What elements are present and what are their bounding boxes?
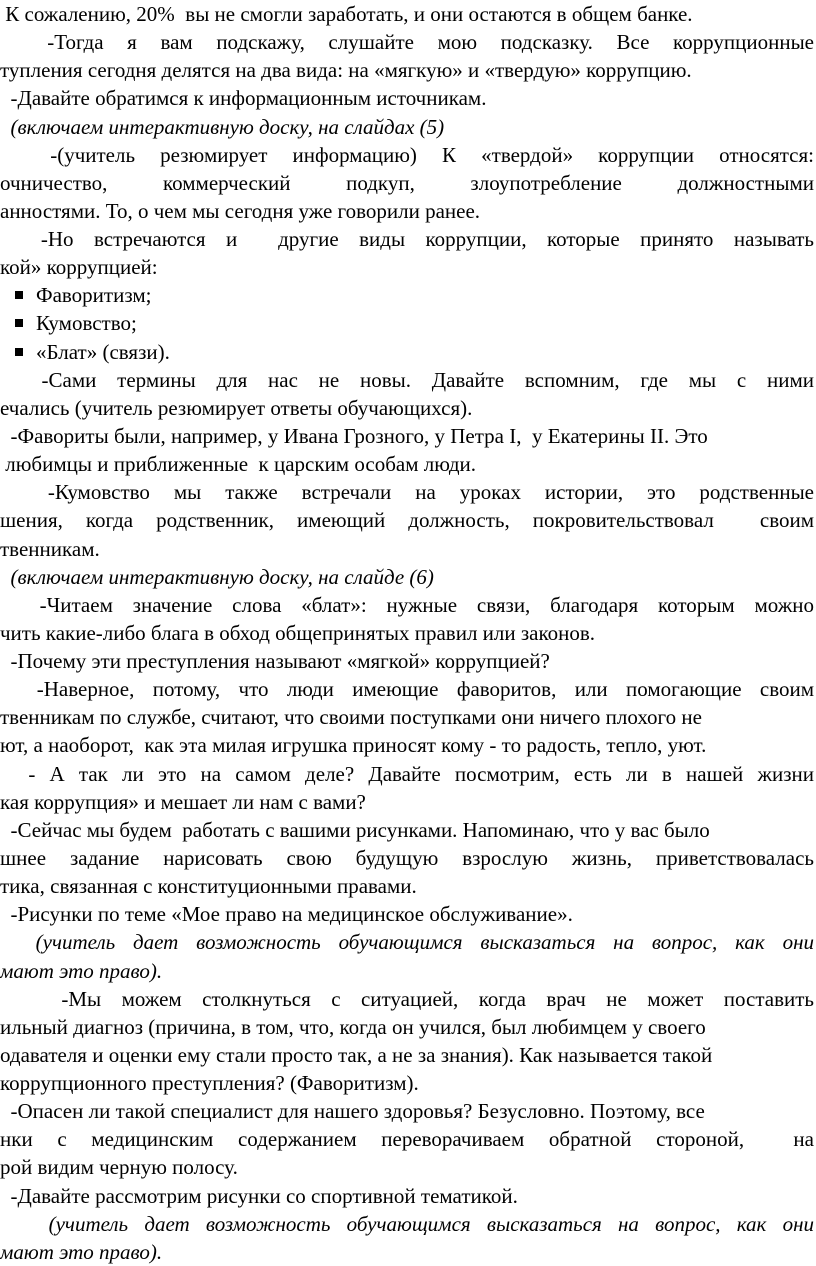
text-line-italic: мают это право). (0, 1240, 163, 1264)
text-line: очничество, коммерческий подкуп, злоупотребление должностными (0, 171, 814, 195)
square-bullet-icon (15, 319, 23, 327)
text-line: - А так ли это на самом деле? Давайте посмотрим, есть ли в нашей жизни (0, 762, 814, 786)
text-line: тика, связанная с конституционными правами. (0, 874, 417, 898)
text-line: -Сами термины для нас не новы. Давайте вспомним, где мы с ними (0, 368, 814, 392)
list-item-label: Фаворитизм; (36, 283, 152, 307)
text-line: -Почему эти преступления называют «мягкой» коррупцией? (0, 649, 550, 673)
text-line-italic: (включаем интерактивную доску, на слайде (6) (0, 565, 434, 589)
text-line: ечались (учитель резюмирует ответы обучающихся). (0, 396, 473, 420)
text-line: анностями. То, о чем мы сегодня уже говорили ранее. (0, 199, 481, 223)
text-line: -Фавориты были, например, у Ивана Грозного, у Петра I, у Екатерины II. Это (0, 424, 708, 448)
text-line: -Но встречаются и другие виды коррупции, которые принято называть (0, 227, 814, 251)
text-line: -Наверное, потому, что люди имеющие фаворитов, или помогающие своим (0, 677, 814, 701)
text-line: кая коррупция» и мешает ли нам с вами? (0, 790, 366, 814)
text-line: -Тогда я вам подскажу, слушайте мою подсказку. Все коррупционные (0, 30, 814, 54)
text-line: твенникам по службе, считают, что своими поступками они ничего плохого не (0, 705, 702, 729)
text-line: ют, а наоборот, как эта милая игрушка приносят кому - то радость, тепло, уют. (0, 733, 707, 757)
square-bullet-icon (15, 348, 23, 356)
list-item (0, 309, 816, 337)
text-line-italic: (учитель дает возможность обучающимся высказаться на вопрос, как они (0, 1212, 814, 1236)
text-line: коррупционного преступления? (Фаворитизм). (0, 1071, 419, 1095)
list-item (0, 338, 816, 366)
text-line-italic: (включаем интерактивную доску, на слайдах (5) (0, 115, 445, 139)
text-line: кой» коррупцией: (0, 255, 158, 279)
text-line: К сожалению, 20% вы не смогли заработать, и они остаются в общем банке. (0, 2, 693, 26)
list-item-label: Кумовство; (36, 311, 137, 335)
text-line: нки с медицинским содержанием переворачиваем обратной стороной, на (0, 1127, 814, 1151)
text-line: твенникам. (0, 537, 100, 561)
list-item (0, 281, 816, 309)
text-line: ильный диагноз (причина, в том, что, когда он учился, был любимцем у своего (0, 1015, 706, 1039)
text-line: любимцы и приближенные к царским особам люди. (0, 452, 477, 476)
text-line: -Сейчас мы будем работать с вашими рисунками. Напоминаю, что у вас было (0, 818, 710, 842)
text-line: шения, когда родственник, имеющий должность, покровительствовал своим (0, 508, 814, 532)
text-line: -(учитель резюмирует информацию) К «твердой» коррупции относятся: (0, 143, 814, 167)
text-line: -Рисунки по теме «Мое право на медицинское обслуживание». (0, 902, 573, 926)
text-line: -Кумовство мы также встречали на уроках истории, это родственные (0, 480, 814, 504)
text-line: одавателя и оценки ему стали просто так, а не за знания). Как называется такой (0, 1043, 713, 1067)
text-line: -Опасен ли такой специалист для нашего здоровья? Безусловно. Поэтому, все (0, 1099, 705, 1123)
text-line-italic: мают это право). (0, 959, 163, 983)
text-line: -Давайте обратимся к информационным источникам. (0, 86, 487, 110)
text-line: шнее задание нарисовать свою будущую взрослую жизнь, приветствовалась (0, 846, 814, 870)
text-line: рой видим черную полосу. (0, 1155, 238, 1179)
list-item-label: «Блат» (связи). (36, 340, 170, 364)
text-line: -Мы можем столкнуться с ситуацией, когда врач не может поставить (0, 987, 814, 1011)
text-line: чить какие-либо блага в обход общепринятых правил или законов. (0, 621, 596, 645)
text-line-italic: (учитель дает возможность обучающимся высказаться на вопрос, как они (0, 930, 814, 954)
text-line: -Давайте рассмотрим рисунки со спортивной тематикой. (0, 1184, 518, 1208)
text-line: тупления сегодня делятся на два вида: на «мягкую» и «твердую» коррупцию. (0, 58, 692, 82)
square-bullet-icon (15, 291, 23, 299)
text-line: -Читаем значение слова «блат»: нужные связи, благодаря которым можно (0, 593, 814, 617)
